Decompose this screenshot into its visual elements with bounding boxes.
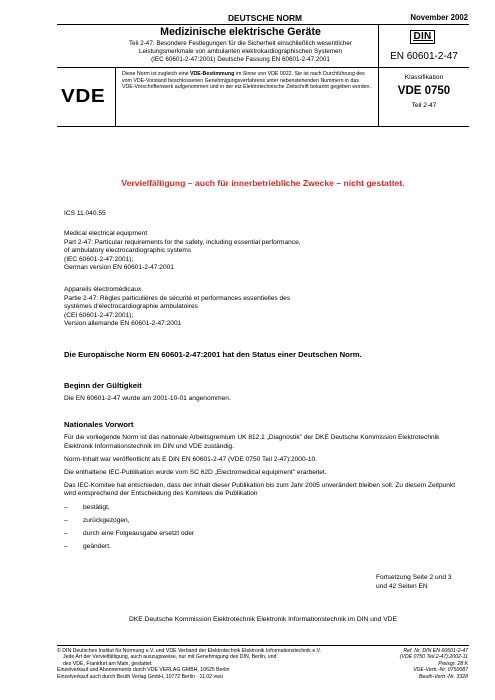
english-line: Part 2-47: Particular requirements for the safety, including essential performance,: [64, 238, 301, 246]
vde-notice-pre: Diese Norm ist zugleich eine: [122, 71, 190, 77]
foreword-body: [64, 434, 466, 556]
continuation-line: und 42 Seiten EN: [376, 582, 428, 590]
english-title-block: [64, 230, 464, 273]
dash-bullet: –: [64, 542, 68, 550]
list-item-text: bestätigt,: [83, 503, 110, 511]
footer-line: des VDE, Frankfurt am Main, gestattet.: [63, 660, 153, 667]
norm-label: DEUTSCHE NORM: [228, 13, 302, 23]
dash-bullet: –: [64, 529, 68, 537]
list-item: [64, 530, 466, 539]
french-line: Version allemande EN 60601-2-47:2001: [64, 320, 182, 328]
list-item: [64, 504, 466, 513]
vde-number: VDE 0750: [397, 85, 451, 97]
document-title: Medizinische elektrische Geräte: [160, 26, 321, 38]
french-title-block: [64, 286, 464, 329]
french-line: Partie 2-47: Règles particulières de sécurité et performances essentielles des: [64, 294, 291, 302]
continuation-note: [376, 574, 468, 591]
footer-line: © DIN Deutsches Institut für Normung e.V. und VDE Verband der Elektrotechnik Elektronik Informationstechnik e.V.: [57, 648, 322, 654]
footer-ref-line: (VDE 0750 Teil 2-47):2002-11: [399, 654, 468, 661]
dash-bullet: –: [64, 503, 68, 511]
vde-logo-divider: [115, 67, 116, 126]
footer-rule: [57, 645, 469, 646]
english-line: (IEC 60601-2-47:2001);: [64, 255, 134, 263]
vde-logo: VDE: [61, 86, 106, 106]
vde-notice-bold: VDE-Bestimmung: [190, 71, 235, 77]
footer-ref-line: Beuth-Vertr.-Nr. 3328: [418, 673, 468, 680]
foreword-paragraph: Norm-Inhalt war veröffentlicht als E DIN EN 60601-2-47 (VDE 0750 Teil 2-47):2000-10.: [64, 455, 318, 463]
footer-ref-line: Preisgr. 28 K: [438, 660, 468, 667]
vde-part: Teil 2-47: [411, 102, 437, 109]
list-item: [64, 543, 466, 552]
vde-notice: [122, 71, 372, 91]
din-number: EN 60601-2-47: [390, 51, 458, 62]
footer-line: Jede Art der Vervielfältigung, auch auszugsweise, nur mit Genehmigung des DIN, Berlin, und: [63, 654, 277, 661]
publication-date: November 2002: [410, 13, 468, 22]
dke-line: DKE Deutsche Kommission Elektrotechnik Elektronik Informationstechnik im DIN und VDE: [129, 616, 397, 623]
footer-copyright: [57, 648, 387, 680]
norm-status: Die Europäische Norm EN 60601-2-47:2001 hat den Status einer Deutschen Norm.: [64, 350, 362, 359]
list-item-text: durch eine Folgeausgabe ersetzt oder: [83, 529, 195, 537]
copy-warning: Vervielfältigung – auch für innerbetriebliche Zwecke – nicht gestattet.: [121, 178, 405, 188]
french-line: (CEI 60601-2-47:2001);: [64, 311, 134, 319]
list-item-text: geändert.: [83, 542, 111, 550]
footer-reference: [376, 648, 468, 680]
list-item: [64, 517, 466, 526]
foreword-paragraph: Das IEC-Komitee hat entschieden, dass der Inhalt dieser Publikation bis zum Jahr 2005 unverändert bleiben soll. Zu diesem Zeitpunkt wird entsprechend der Entscheidung des Komitees die Publikation: [64, 481, 456, 498]
header-bottom-rule: [57, 126, 469, 127]
classification-label: Klassifikation: [404, 74, 444, 81]
french-line: systèmes d'électrocardiographie ambulatoires: [64, 303, 198, 311]
validity-text: Die EN 60601-2-47 wurde am 2001-10-01 angenommen.: [64, 395, 231, 402]
foreword-heading: Nationales Vorwort: [64, 420, 134, 429]
footer-line: Einzelverkauf und Abonnements durch VDE VERLAG GMBH, 10625 Berlin: [57, 667, 230, 674]
french-line: Appareils électromédicaux: [64, 286, 142, 293]
top-rule: [57, 24, 469, 25]
foreword-paragraph: Für die vorliegende Norm ist das nationale Arbeitsgremium UK 812.1 „Diagnostik" der DKE Deutsche Kommission Elektrotechnik Elektronik Informationstechnik im DIN und VDE zuständig.: [64, 434, 440, 450]
din-logo: [410, 30, 435, 44]
validity-heading: Beginn der Gültigkeit: [64, 381, 142, 390]
ics-code: ICS 11.040.55: [64, 210, 106, 217]
vde-notice-post: im Sinne von VDE 0022. Sie ist nach Durchführung des vom VDE-Vorstand beschlossenen Genehmigungsverfahrens unter nebenstehenden Nummern in das VDE-Vorschriftenwerk aufgenommen und in der etz Elektrotechnische Zeitschrift bekannt gegeben worden.: [122, 71, 371, 91]
foreword-paragraph: Die enthaltene IEC-Publikation wurde vom SC 62D „Electromedical equipment" erarbeitet.: [64, 468, 327, 476]
list-item-text: zurückgezogen,: [83, 516, 130, 524]
title-block: [108, 26, 373, 63]
footer-line: Einzelverkauf auch durch Beuth Verlag GmbH, 10772 Berlin · 11.02 vwu: [57, 673, 223, 680]
din-logo-underline: [413, 40, 433, 41]
footer-ref-line: Ref. Nr. DIN EN 60601-2-47: [403, 648, 468, 654]
document-subtitle: Teil 2-47: Besondere Festlegungen für die Sicherheit einschließlich wesentlicher Leistungsmerkmale von ambulanten elektrokardiographischen Systemen: [129, 40, 352, 55]
english-line: German version EN 60601-2-47:2001: [64, 264, 174, 272]
header-mid-rule: [57, 67, 469, 68]
english-line: of ambulatory electrocardiographic systems: [64, 247, 192, 255]
din-logo-text: DIN: [413, 30, 432, 42]
right-column-divider: [378, 24, 379, 126]
dash-bullet: –: [64, 516, 68, 524]
english-line: Medical electrical equipment: [64, 230, 148, 237]
document-subtitle-versions: (IEC 60601-2-47:2001) Deutsche Fassung EN 60601-2-47:2001: [151, 55, 330, 63]
continuation-line: Fortsetzung Seite 2 und 3: [376, 574, 452, 581]
footer-ref-line: VDE-Vertr.-Nr. 0750087: [413, 667, 468, 674]
